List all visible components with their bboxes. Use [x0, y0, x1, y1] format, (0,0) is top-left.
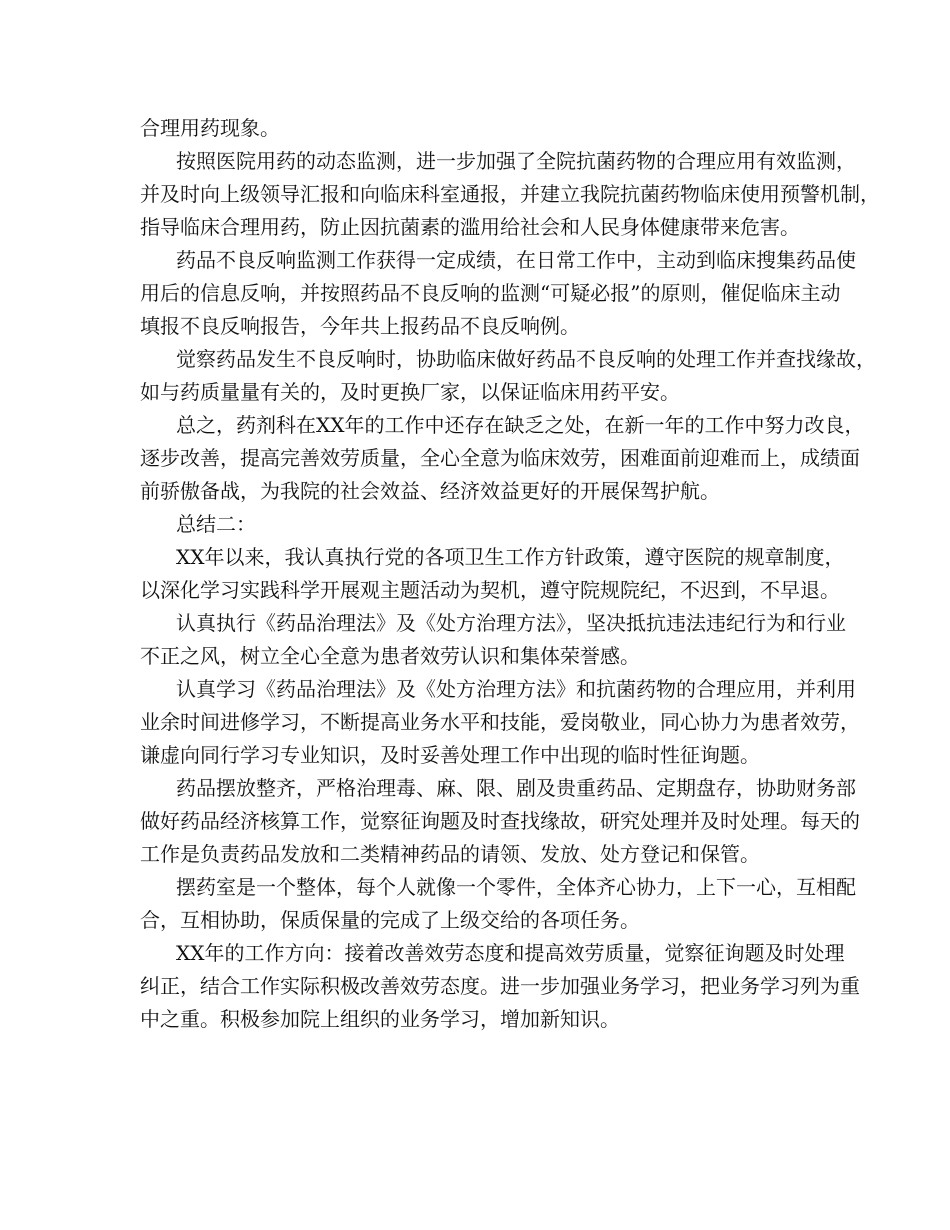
text-line: 指导临床合理用药，防止因抗菌素的滥用给社会和人民身体健康带来危害。 — [140, 215, 800, 239]
text-line: 谦虚向同行学习专业知识，及时妥善处理工作中出现的临时性征询题。 — [140, 743, 760, 767]
text-line: 合理用药现象。 — [140, 116, 280, 140]
text-line: 如与药质量量有关的，及时更换厂家，以保证临床用药平安。 — [140, 380, 680, 404]
text-line: 药品不良反响监测工作获得一定成绩，在日常工作中，主动到临床搜集药品使 — [176, 248, 856, 272]
text-line: 做好药品经济核算工作，觉察征询题及时查找缘故，研究处理并及时处理。每天的 — [140, 809, 860, 833]
text-line: 前骄傲备战，为我院的社会效益、经济效益更好的开展保驾护航。 — [140, 479, 720, 503]
text-line: 中之重。积极参加院上组织的业务学习，增加新知识。 — [140, 1007, 620, 1031]
text-line: 并及时向上级领导汇报和向临床科室通报，并建立我院抗菌药物临床使用预警机制， — [140, 182, 880, 206]
text-line: 认真执行《药品治理法》及《处方治理方法》，坚决抵抗违法违纪行为和行业 — [176, 611, 846, 635]
text-line: XX年以来，我认真执行党的各项卫生工作方针政策，遵守医院的规章制度， — [176, 545, 845, 569]
text-line: 按照医院用药的动态监测，进一步加强了全院抗菌药物的合理应用有效监测， — [176, 149, 856, 173]
text-line: 填报不良反响报告，今年共上报药品不良反响例。 — [140, 314, 580, 338]
text-line: 逐步改善，提高完善效劳质量，全心全意为临床效劳，困难面前迎难而上，成绩面 — [140, 446, 860, 470]
text-line: 业余时间进修学习，不断提高业务水平和技能，爱岗敬业，同心协力为患者效劳， — [140, 710, 860, 734]
document-body — [140, 112, 880, 1036]
text-line: 以深化学习实践科学开展观主题活动为契机，遵守院规院纪，不迟到，不早退。 — [140, 578, 840, 602]
text-line: 药品摆放整齐，严格治理毒、麻、限、剧及贵重药品、定期盘存，协助财务部 — [176, 776, 856, 800]
text-line: 认真学习《药品治理法》及《处方治理方法》和抗菌药物的合理应用，并利用 — [176, 677, 856, 701]
text-line: 合，互相协助，保质保量的完成了上级交给的各项任务。 — [140, 908, 640, 932]
text-line: 总之，药剂科在XX年的工作中还存在缺乏之处，在新一年的工作中努力改良， — [176, 413, 865, 437]
text-line: 总结二： — [176, 512, 256, 536]
text-line: 不正之风，树立全心全意为患者效劳认识和集体荣誉感。 — [140, 644, 640, 668]
text-line: 工作是负责药品发放和二类精神药品的请领、发放、处方登记和保管。 — [140, 842, 760, 866]
text-line: 用后的信息反响，并按照药品不良反响的监测“可疑必报”的原则，催促临床主动 — [140, 281, 841, 305]
text-line: 纠正，结合工作实际积极改善效劳态度。进一步加强业务学习，把业务学习列为重 — [140, 974, 860, 998]
text-line: 摆药室是一个整体，每个人就像一个零件，全体齐心协力，上下一心，互相配 — [176, 875, 856, 899]
text-line: XX年的工作方向：接着改善效劳态度和提高效劳质量，觉察征询题及时处理 — [176, 941, 845, 965]
text-line: 觉察药品发生不良反响时，协助临床做好药品不良反响的处理工作并查找缘故， — [176, 347, 876, 371]
